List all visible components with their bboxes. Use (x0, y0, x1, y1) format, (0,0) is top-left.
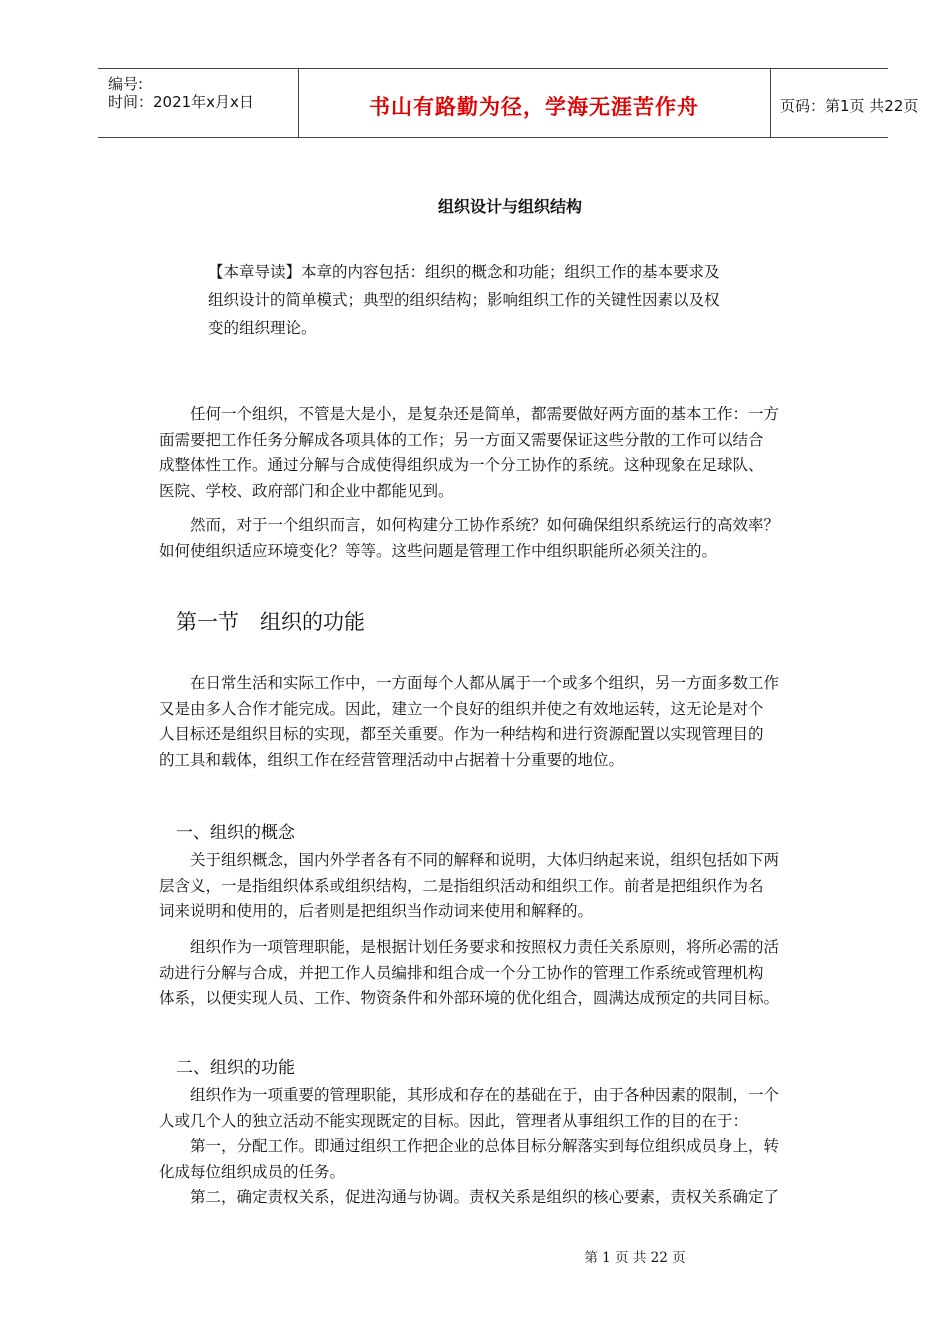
text-line: 人目标还是组织目标的实现，都至关重要。作为一种结构和进行资源配置以实现管理目的 (159, 725, 764, 743)
text-line: 如何使组织适应环境变化？等等。这些问题是管理工作中组织职能所必须关注的。 (159, 541, 718, 560)
text-line: 组织作为一项管理职能，是根据计划任务要求和按照权力责任关系原则，将所必需的活 (159, 938, 780, 956)
header-table (98, 68, 919, 138)
paragraph-1 (159, 402, 839, 504)
text-line: 人或几个人的独立活动不能实现既定的目标。因此，管理者从事组织工作的目的在于： (159, 1111, 749, 1130)
motto: 书山有路勤为径，学海无涯苦作舟 (369, 95, 699, 119)
document-title: 组织设计与组织结构 (437, 197, 582, 216)
intro-line: 组织设计的简单模式；典型的组织结构；影响组织工作的关键性因素以及权 (208, 291, 720, 309)
text-line: 组织作为一项重要的管理职能，其形成和存在的基础在于，由于各种因素的限制，一个 (159, 1086, 780, 1104)
section-heading: 第一节 组织的功能 (176, 610, 365, 634)
header-motto-cell (298, 69, 771, 137)
text-line: 然而，对于一个组织而言，如何构建分工协作系统？如何确保组织系统运行的高效率？ (159, 516, 780, 534)
text-line: 动进行分解与合成，并把工作人员编排和组合成一个分工协作的管理工作系统或管理机构 (159, 963, 764, 982)
intro-line: 变的组织理论。 (208, 319, 317, 337)
paragraph-5 (159, 935, 839, 1012)
text-line: 关于组织概念，国内外学者各有不同的解释和说明，大体归纳起来说，组织包括如下两 (159, 851, 780, 869)
intro-line: 【本章导读】本章的内容包括：组织的概念和功能；组织工作的基本要求及 (208, 263, 720, 281)
text-line: 在日常生活和实际工作中，一方面每个人都从属于一个或多个组织，另一方面多数工作 (159, 674, 780, 692)
subsection-heading-1: 一、组织的概念 (176, 823, 295, 843)
text-line: 词来说明和使用的，后者则是把组织当作动词来使用和解释的。 (159, 902, 594, 920)
text-line: 任何一个组织，不管是大是小，是复杂还是简单，都需要做好两方面的基本工作：一方 (159, 405, 780, 423)
page-footer: 第 1 页 共 22 页 (584, 1250, 686, 1266)
text-line: 成整体性工作。通过分解与合成使得组织成为一个分工协作的系统。这种现象在足球队、 (159, 456, 764, 474)
header-page-cell (770, 69, 919, 137)
time-label: 时间：2021年x月x日 (108, 93, 254, 111)
text-line: 第二，确定责权关系，促进沟通与协调。责权关系是组织的核心要素，责权关系确定了 (159, 1188, 780, 1206)
paragraph-6 (159, 1083, 839, 1211)
paragraph-4 (159, 848, 839, 925)
text-line: 第一，分配工作。即通过组织工作把企业的总体目标分解落实到每位组织成员身上，转 (159, 1137, 780, 1155)
subsection-heading-2: 二、组织的功能 (176, 1058, 295, 1078)
text-line: 层含义，一是指组织体系或组织结构，二是指组织活动和组织工作。前者是把组织作为名 (159, 876, 764, 895)
text-line: 又是由多人合作才能完成。因此，建立一个良好的组织并使之有效地运转，这无论是对个 (159, 699, 764, 718)
text-line: 化成每位组织成员的任务。 (159, 1162, 346, 1181)
serial-label: 编号: (108, 75, 144, 93)
chapter-intro (208, 258, 788, 342)
text-line: 医院、学校、政府部门和企业中都能见到。 (159, 481, 454, 500)
paragraph-3 (159, 671, 839, 773)
text-line: 体系，以便实现人员、工作、物资条件和外部环境的优化组合，圆满达成预定的共同目标。 (159, 989, 780, 1007)
text-line: 的工具和载体，组织工作在经营管理活动中占据着十分重要的地位。 (159, 750, 625, 769)
header-info-cell (98, 69, 299, 137)
text-line: 面需要把工作任务分解成各项具体的工作；另一方面又需要保证这些分散的工作可以结合 (159, 430, 764, 449)
page-info: 页码：第1页 共22页 (780, 97, 919, 115)
paragraph-2 (159, 513, 839, 564)
